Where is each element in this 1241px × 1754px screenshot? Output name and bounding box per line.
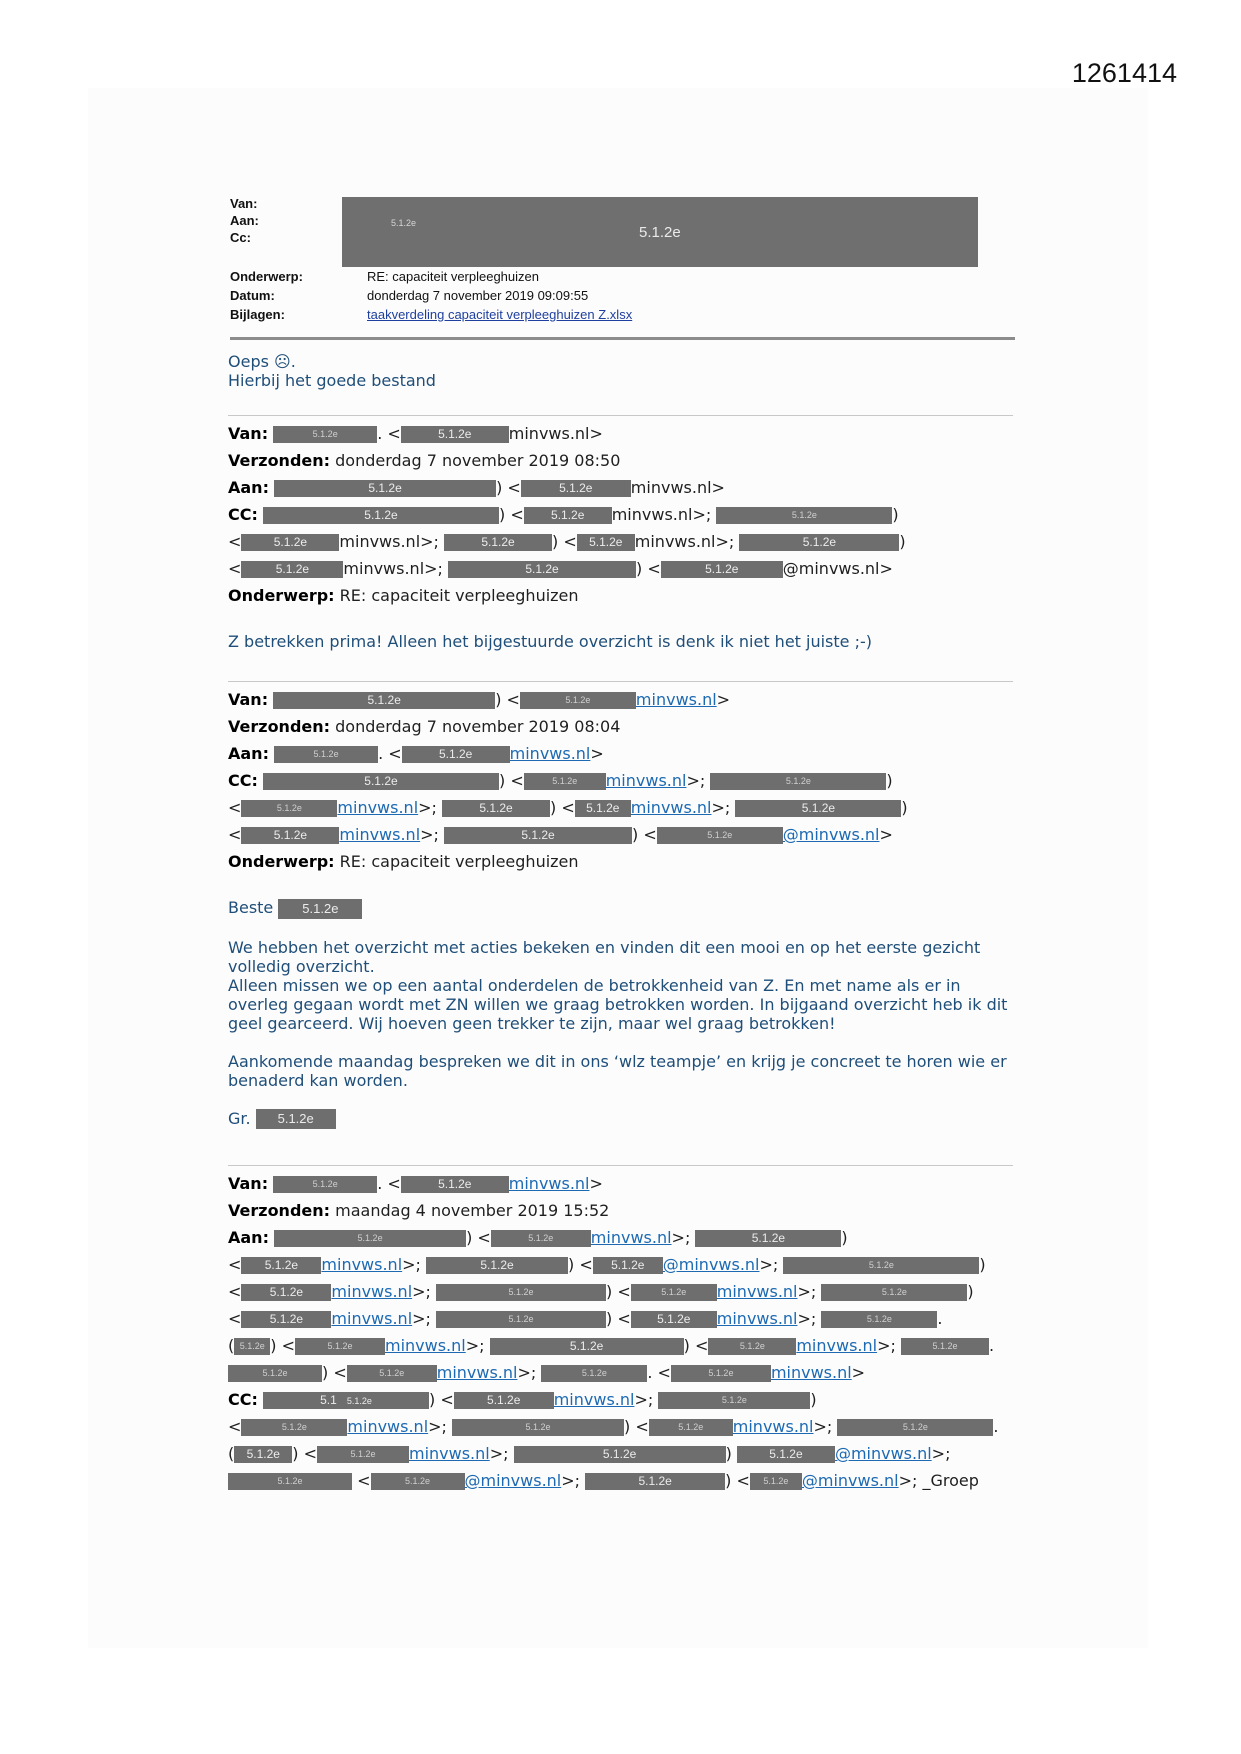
redaction: 5.1.2e [436, 1284, 606, 1301]
email-link[interactable]: minvws.nl [508, 1174, 590, 1193]
redaction: 5.1.2e [234, 1446, 292, 1463]
bijlagen-label: Bijlagen: [230, 307, 285, 322]
subject-value: RE: capaciteit verpleeghuizen [367, 269, 539, 284]
aan-label: Aan: [228, 478, 269, 497]
cc-label: CC: [228, 1390, 258, 1409]
redaction: 5.1.2e [671, 1365, 771, 1382]
email-domain: minvws.nl [630, 478, 712, 497]
redaction-code: 5.1.2e [639, 224, 681, 241]
redaction: 5.1.2e [695, 1230, 841, 1247]
redaction: 5.1.2e [228, 1473, 352, 1490]
email-domain: @minvws.nl [782, 559, 880, 578]
verzonden-label: Verzonden: [228, 451, 331, 470]
onderwerp-label: Onderwerp: [228, 586, 335, 605]
email-link[interactable]: minvws.nl [635, 690, 717, 709]
email-domain: minvws.nl [339, 532, 421, 551]
email-link[interactable]: @minvws.nl [662, 1255, 760, 1274]
redaction-code: 5.1.2e [346, 1396, 372, 1406]
redaction: 5.1.2e [263, 507, 499, 524]
datum-label: Datum: [230, 288, 275, 303]
redaction: 5.1.2e [452, 1419, 624, 1436]
redaction: 5.1.2e [241, 561, 343, 578]
redaction: 5.1.2e [278, 899, 362, 919]
subject-value: RE: capaciteit verpleeghuizen [339, 852, 579, 871]
redaction: 5.1.2e [585, 1473, 725, 1490]
redaction: 5.1.2e [524, 773, 606, 790]
redaction: 5.1.2e [273, 426, 377, 443]
redaction: 5.1.2e [241, 800, 337, 817]
van-label: Van: [228, 424, 269, 443]
redaction-block [342, 197, 978, 267]
quoted-email-4: Van: 5.1.2e . < 5.1.2e minvws.nl> Verzonden: maandag 4 november 2019 15:52 Aan: 5.1.2e ) < 5.1.2e minvws.nl>; 5.1.2e ) < 5.1.2e minvws.nl>; 5.1.2e ) < 5.1.2e @minvws.nl>; 5.1.2e ) < 5.1.2e minvws.nl>; 5.1.2e ) < 5.1.2e minvws.nl>; 5.1.2e ) < 5.1.2e minvws.nl>; 5.1.2e ) < 5.1.2e minvws.nl>; 5.1.2e . ( 5.1.2e ) < 5.1.2e minvws.nl>; 5.1.2e ) < 5.1.2e minvws.nl>; 5.1.2e . 5.1.2e ) < 5.1.2e minvws.nl>; 5.1.2e . < 5.1.2e minvws.nl> CC: 5.1 5.1.2e ) < 5.1.2e minvws.nl>; 5.1.2e ) < 5.1.2e minvws.nl>; 5.1.2e ) < 5.1.2e minvws.nl>; 5.1.2e . ( 5.1.2e ) < 5.1.2e minvws.nl>; 5.1.2e ) 5.1.2e @minvws.nl>; 5.1.2e < 5.1.2e @minvws.nl>; 5.1.2e ) < 5.1.2e @minvws.nl>; _Groep [228, 1174, 999, 1490]
paragraph: Aankomende maandag bespreken we dit in ons ‘wlz teampje’ en krijg je concreet te horen wie er benaderd kan worden. [228, 1051, 1007, 1090]
subject-value: RE: capaciteit verpleeghuizen [339, 586, 579, 605]
cc-label: CC: [228, 771, 258, 790]
cc-label: CC: [228, 505, 258, 524]
email-link[interactable]: minvws.nl [716, 1309, 798, 1328]
redaction: 5.1.2e [273, 692, 495, 709]
greeting: Beste [228, 898, 274, 917]
redaction: 5.1.2e [649, 1419, 733, 1436]
email-link[interactable]: minvws.nl [605, 771, 687, 790]
redaction: 5.1.2e [234, 1338, 270, 1355]
email-link[interactable]: minvws.nl [337, 798, 419, 817]
redaction: 5.1.2e [520, 692, 636, 709]
email-link[interactable]: minvws.nl [509, 744, 591, 763]
redaction [263, 1392, 429, 1409]
redaction: 5.1.2e [631, 1284, 717, 1301]
partial-text: 5.1 [320, 1393, 337, 1407]
redaction: 5.1.2e [263, 773, 499, 790]
email-link[interactable]: minvws.nl [732, 1417, 814, 1436]
redaction: 5.1.2e [444, 534, 552, 551]
redaction: 5.1.2e [514, 1446, 726, 1463]
redaction: 5.1.2e [658, 1392, 810, 1409]
redaction: 5.1.2e [750, 1473, 802, 1490]
email-link[interactable]: minvws.nl [716, 1282, 798, 1301]
email-link[interactable]: minvws.nl [436, 1363, 518, 1382]
date-value: donderdag 7 november 2019 09:09:55 [367, 288, 589, 303]
aan-label: Aan: [230, 213, 259, 228]
redaction: 5.1.2e [631, 1311, 717, 1328]
verzonden-label: Verzonden: [228, 717, 331, 736]
redaction: 5.1.2e [448, 561, 636, 578]
redaction: 5.1.2e [577, 534, 635, 551]
email-link[interactable]: minvws.nl [770, 1363, 852, 1382]
sent-date: donderdag 7 november 2019 08:50 [335, 451, 621, 470]
email-domain: minvws.nl [634, 532, 716, 551]
email-link[interactable]: @minvws.nl [834, 1444, 932, 1463]
redaction: 5.1.2e [541, 1365, 647, 1382]
message-divider [228, 1165, 1013, 1166]
message-body-3 [228, 898, 1018, 1129]
redaction: 5.1.2e [708, 1338, 796, 1355]
redaction: 5.1.2e [401, 426, 509, 443]
message-line: Hierbij het goede bestand [228, 371, 436, 390]
redaction: 5.1.2e [575, 800, 631, 817]
verzonden-label: Verzonden: [228, 1201, 331, 1220]
email-link[interactable]: minvws.nl [331, 1282, 413, 1301]
email-link[interactable]: minvws.nl [590, 1228, 672, 1247]
message-line: Oeps ☹. [228, 352, 296, 371]
redaction: 5.1.2e [593, 1257, 663, 1274]
message-body-1 [228, 352, 1018, 390]
redaction: 5.1.2e [821, 1311, 937, 1328]
redaction: 5.1.2e [241, 1311, 331, 1328]
van-label: Van: [228, 690, 269, 709]
email-domain: minvws.nl [611, 505, 693, 524]
redaction: 5.1.2e [371, 1473, 465, 1490]
redaction: 5.1.2e [837, 1419, 993, 1436]
aan-label: Aan: [228, 1228, 269, 1247]
redaction: 5.1.2e [241, 534, 339, 551]
redaction: 5.1.2e [454, 1392, 554, 1409]
redaction: 5.1.2e [783, 1257, 979, 1274]
redaction: 5.1.2e [274, 746, 378, 763]
email-domain: minvws.nl [508, 424, 590, 443]
redaction: 5.1.2e [657, 827, 783, 844]
redaction: 5.1.2e [426, 1257, 568, 1274]
cc-label: Cc: [230, 230, 251, 245]
redaction: 5.1.2e [241, 827, 339, 844]
redaction: 5.1.2e [661, 561, 783, 578]
email-link[interactable]: @minvws.nl [464, 1471, 562, 1490]
redaction: 5.1.2e [274, 480, 496, 497]
document-id: 1261414 [1071, 58, 1177, 88]
message-divider [228, 681, 1013, 682]
redaction-code: 5.1.2e [391, 218, 417, 228]
aan-label: Aan: [228, 744, 269, 763]
quoted-email-3: Van: 5.1.2e ) < 5.1.2e minvws.nl> Verzonden: donderdag 7 november 2019 08:04 Aan: 5.1.2e . < 5.1.2e minvws.nl> CC: 5.1.2e ) < 5.1.2e minvws.nl>; 5.1.2e ) < 5.1.2e minvws.nl>; 5.1.2e ) < 5.1.2e minvws.nl>; 5.1.2e ) < 5.1.2e minvws.nl>; 5.1.2e ) < 5.1.2e @minvws.nl> Onderwerp: RE: capaciteit verpleeghuizen Beste 5.1.2e We hebben het overzicht met acties bekeken en vinden dit een mooi en op het eerste gezicht volledig overzicht. Alleen missen we op een aantal onderdelen de betrokkenheid van Z. En met name als er in overleg gegaan wordt met ZN willen we graag betrokken worden. In bijgaand overzicht heb ik dit geel gearceerd. Wij hoeven geen trekker te zijn, maar wel graag betrokken! Aankomende maandag bespreken we dit in ons ‘wlz teampje’ en krijg je concreet te horen wie er benaderd kan worden. Gr. 5.1.2e [228, 686, 1018, 1129]
sent-date: maandag 4 november 2019 15:52 [335, 1201, 610, 1220]
email-link[interactable]: minvws.nl [553, 1390, 635, 1409]
redaction: 5.1.2e [710, 773, 886, 790]
email-link[interactable]: minvws.nl [408, 1444, 490, 1463]
redaction: 5.1.2e [524, 507, 612, 524]
redaction: 5.1.2e [737, 1446, 835, 1463]
redaction: 5.1.2e [901, 1338, 989, 1355]
redaction: 5.1.2e [347, 1365, 437, 1382]
redaction: 5.1.2e [521, 480, 631, 497]
message-divider [228, 415, 1013, 416]
redaction: 5.1.2e [241, 1257, 321, 1274]
redaction: 5.1.2e [735, 800, 901, 817]
redaction: 5.1.2e [274, 1230, 466, 1247]
redaction: 5.1.2e [716, 507, 892, 524]
redaction: 5.1.2e [436, 1311, 606, 1328]
redaction: 5.1.2e [442, 800, 550, 817]
onderwerp-label: Onderwerp: [230, 269, 303, 284]
redaction: 5.1.2e [821, 1284, 967, 1301]
quoted-email-2: Van: 5.1.2e . < 5.1.2e minvws.nl> Verzonden: donderdag 7 november 2019 08:50 Aan: 5.1.2e ) < 5.1.2e minvws.nl> CC: 5.1.2e ) < 5.1.2e minvws.nl>; 5.1.2e ) < 5.1.2e minvws.nl>; 5.1.2e ) < 5.1.2e minvws.nl>; 5.1.2e ) < 5.1.2e minvws.nl>; 5.1.2e ) < 5.1.2e @minvws.nl> Onderwerp: RE: capaciteit verpleeghuizen Z betrekken prima! Alleen het bijgestuurde overzicht is denk ik niet het juiste ;-) [228, 420, 1018, 651]
redaction: 5.1.2e [401, 1176, 509, 1193]
header-divider [230, 337, 1015, 340]
attachment-link[interactable]: taakverdeling capaciteit verpleeghuizen Z.xlsx [367, 307, 633, 322]
van-label: Van: [228, 1174, 269, 1193]
redaction: 5.1.2e [491, 1230, 591, 1247]
email-link[interactable]: minvws.nl [796, 1336, 878, 1355]
onderwerp-label: Onderwerp: [228, 852, 335, 871]
message-body-2: Z betrekken prima! Alleen het bijgestuurde overzicht is denk ik niet het juiste ;-) [228, 632, 872, 651]
redaction: 5.1.2e [228, 1365, 322, 1382]
paragraph: We hebben het overzicht met acties bekeken en vinden dit een mooi en op het eerste gezicht volledig overzicht. [228, 937, 981, 976]
email-link[interactable]: minvws.nl [347, 1417, 429, 1436]
email-domain: minvws.nl [343, 559, 425, 578]
email-link[interactable]: minvws.nl [630, 798, 712, 817]
sent-date: donderdag 7 november 2019 08:04 [335, 717, 621, 736]
email-link[interactable]: @minvws.nl [801, 1471, 899, 1490]
group-name: _Groep [922, 1471, 979, 1490]
redaction: 5.1.2e [739, 534, 899, 551]
van-label: Van: [230, 196, 258, 211]
redaction: 5.1.2e [256, 1109, 336, 1129]
redaction: 5.1.2e [402, 746, 510, 763]
redaction: 5.1.2e [317, 1446, 409, 1463]
email-link[interactable]: minvws.nl [321, 1255, 403, 1274]
redaction: 5.1.2e [241, 1284, 331, 1301]
redaction: 5.1.2e [490, 1338, 684, 1355]
paragraph: Alleen missen we op een aantal onderdelen de betrokkenheid van Z. En met name als er in overleg gegaan wordt met ZN willen we graag betrokken worden. In bijgaand overzicht heb ik dit geel gearceerd. Wij hoeven geen trekker te zijn, maar wel graag betrokken! [228, 975, 1008, 1033]
redaction: 5.1.2e [273, 1176, 377, 1193]
closing: Gr. [228, 1108, 251, 1128]
email-link[interactable]: minvws.nl [331, 1309, 413, 1328]
email-link[interactable]: @minvws.nl [782, 825, 880, 844]
redaction: 5.1.2e [241, 1419, 347, 1436]
email-link[interactable]: minvws.nl [384, 1336, 466, 1355]
redaction: 5.1.2e [444, 827, 632, 844]
email-link[interactable]: minvws.nl [339, 825, 421, 844]
redaction: 5.1.2e [295, 1338, 385, 1355]
